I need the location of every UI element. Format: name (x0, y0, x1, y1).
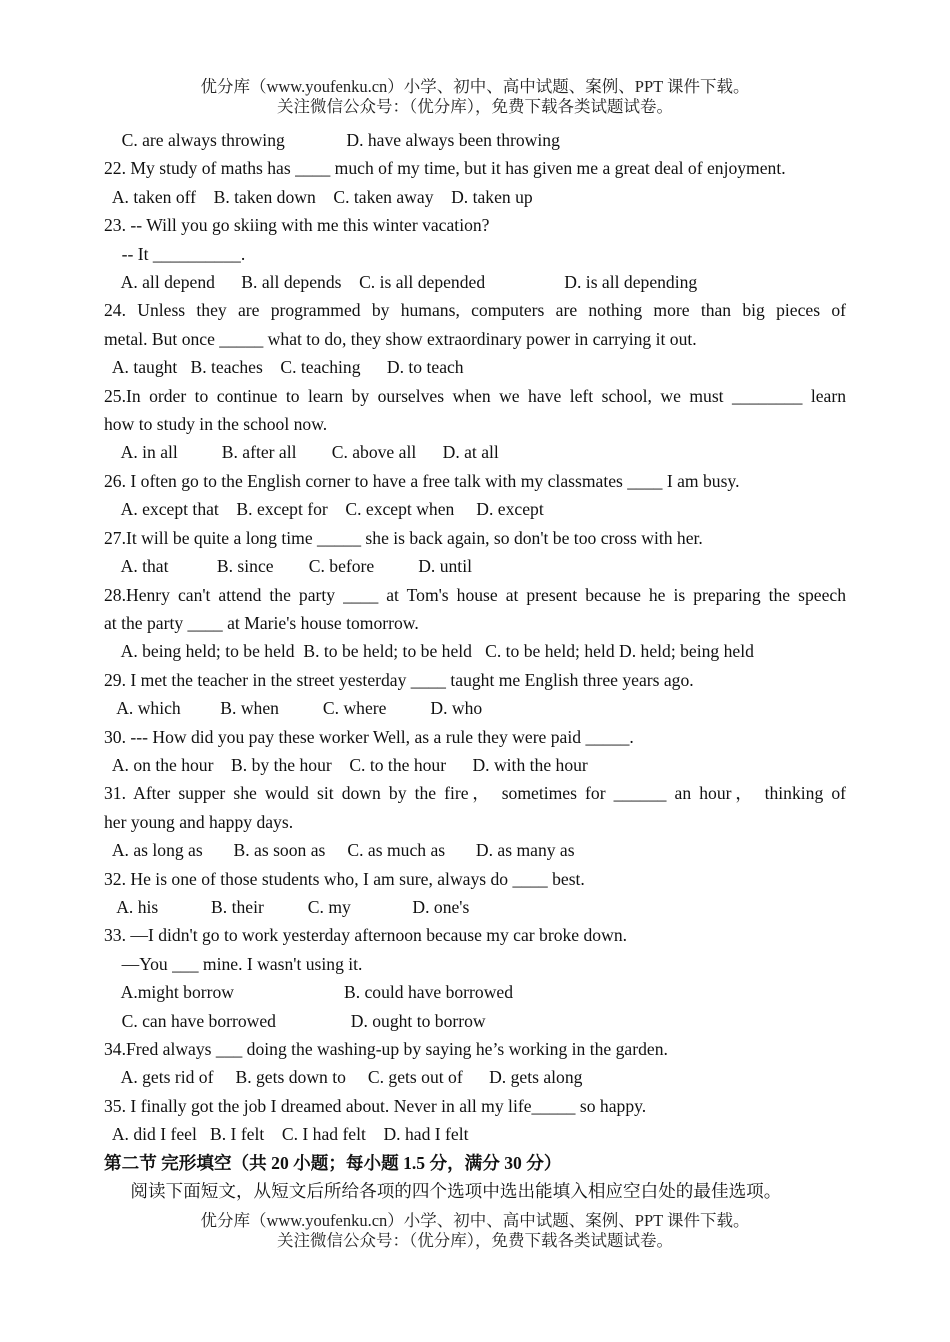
text-line: 22. My study of maths has ____ much of my time, but it has given me a great deal of enjoyment. (104, 158, 786, 179)
text-line: A. did I feel B. I felt C. I had felt D. had I felt (104, 1124, 469, 1145)
text-line: A.might borrow B. could have borrowed (104, 982, 514, 1003)
text-line: A. except that B. except for C. except when D. except (104, 499, 544, 520)
text-line: A. his B. their C. my D. one's (104, 896, 470, 917)
text-line: —You ___ mine. I wasn't using it. (104, 953, 363, 974)
text-line: 26. I often go to the English corner to have a free talk with my classmates ____ I am busy. (104, 470, 740, 491)
text-line: 31. After supper she would sit down by the fire， sometimes for ______ an hour， thinking of (104, 783, 846, 804)
text-line: 24. Unless they are programmed by humans, computers are nothing more than big pieces of (104, 300, 846, 321)
text-line: 29. I met the teacher in the street yesterday ____ taught me English three years ago. (104, 669, 694, 690)
exam-content (104, 126, 846, 1205)
text-line: A. gets rid of B. gets down to C. gets out of D. gets along (104, 1067, 583, 1088)
page-footer (0, 1211, 950, 1251)
section-instruction: 阅读下面短文，从短文后所给各项的四个选项中选出能填入相应空白处的最佳选项。 (104, 1181, 782, 1202)
text-line: A. taken off B. taken down C. taken away D. taken up (104, 186, 533, 207)
text-line: C. can have borrowed D. ought to borrow (104, 1010, 486, 1031)
text-line: her young and happy days. (104, 811, 294, 832)
header-line-1: 优分库（www.youfenku.cn）小学、初中、高中试题、案例、PPT 课件下载。 (200, 77, 750, 96)
text-line: 35. I finally got the job I dreamed about. Never in all my life_____ so happy. (104, 1095, 647, 1116)
text-line: 34.Fred always ___ doing the washing-up by saying he’s working in the garden. (104, 1039, 668, 1059)
text-line: metal. But once _____ what to do, they show extraordinary power in carrying it out. (104, 328, 697, 349)
text-line: A. being held; to be held B. to be held; to be held C. to be held; held D. held; being held (104, 641, 754, 662)
text-line: A. that B. since C. before D. until (104, 556, 472, 577)
text-line: 33. —I didn't go to work yesterday afternoon because my car broke down. (104, 925, 628, 946)
text-line: 28.Henry can't attend the party ____ at Tom's house at present because he is preparing the speech (104, 584, 846, 605)
page-header (0, 77, 950, 117)
header-line-2: 关注微信公众号：（优分库），免费下载各类试题试卷。 (277, 97, 673, 116)
text-line: A. taught B. teaches C. teaching D. to teach (104, 357, 464, 378)
footer-line-2: 关注微信公众号：（优分库），免费下载各类试题试卷。 (277, 1231, 673, 1250)
text-line: 30. --- How did you pay these worker Well, as a rule they were paid _____. (104, 726, 634, 747)
question-lines (104, 126, 846, 1149)
text-line: 25.In order to continue to learn by ourselves when we have left school, we must ________ learn (104, 385, 846, 406)
text-line: A. on the hour B. by the hour C. to the hour D. with the hour (104, 754, 588, 775)
text-line: 32. He is one of those students who, I am sure, always do ____ best. (104, 868, 585, 889)
text-line: how to study in the school now. (104, 414, 328, 435)
footer-line-1: 优分库（www.youfenku.cn）小学、初中、高中试题、案例、PPT 课件下载。 (200, 1211, 750, 1230)
text-line: A. all depend B. all depends C. is all depended D. is all depending (104, 272, 698, 293)
text-line: 23. -- Will you go skiing with me this winter vacation? (104, 215, 490, 236)
text-line: C. are always throwing D. have always been throwing (104, 130, 560, 150)
text-line: A. in all B. after all C. above all D. at all (104, 442, 499, 463)
text-line: A. as long as B. as soon as C. as much as D. as many as (104, 840, 575, 861)
section-title: 第二节 完形填空（共 20 小题；每小题 1.5 分，满分 30 分） (104, 1152, 562, 1173)
text-line: -- It __________. (104, 243, 246, 264)
text-line: 27.It will be quite a long time _____ she is back again, so don't be too cross with her. (104, 527, 703, 548)
text-line: at the party ____ at Marie's house tomorrow. (104, 612, 419, 633)
text-line: A. which B. when C. where D. who (104, 698, 483, 719)
